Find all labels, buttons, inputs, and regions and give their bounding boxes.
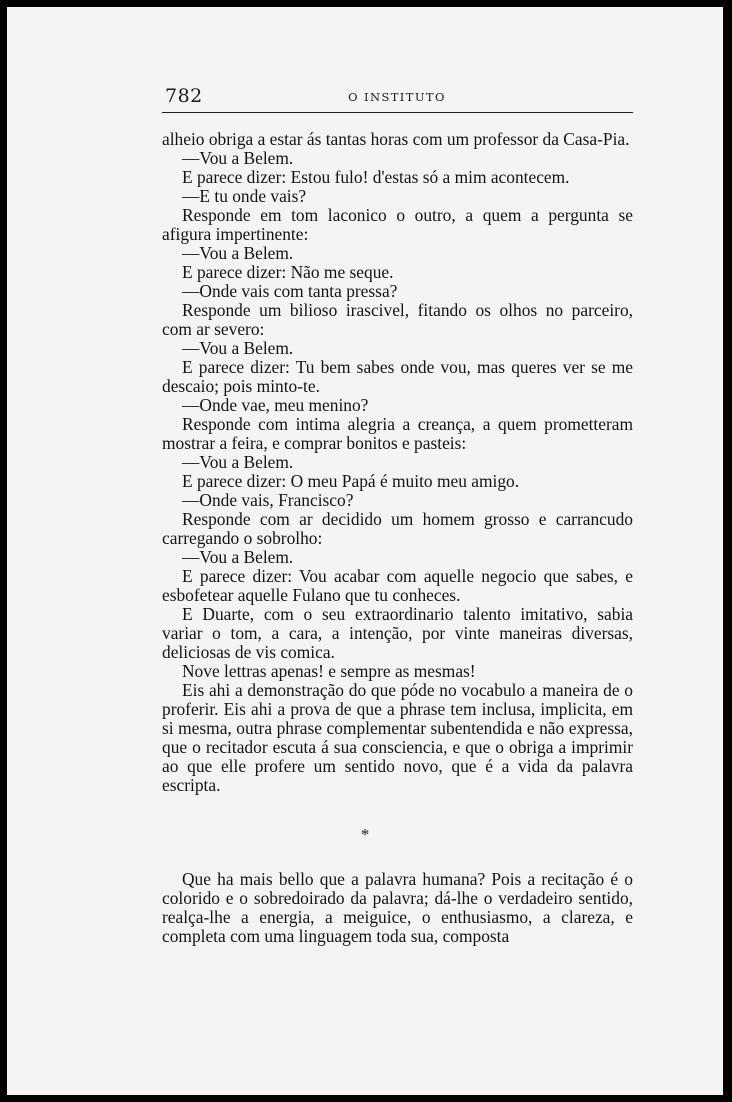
paragraph: Responde um bilioso irascivel, fitando os olhos no parceiro, com ar severo: [162, 300, 633, 339]
paragraph: E parece dizer: O meu Papá é muito meu amigo. [182, 471, 520, 491]
paragraph: Nove lettras apenas! e sempre as mesmas! [182, 661, 476, 681]
paragraph: Responde em tom laconico o outro, a quem a pergunta se afigura impertinente: [162, 205, 633, 244]
running-title: O INSTITUTO [348, 90, 446, 104]
paragraph: E parece dizer: Vou acabar com aquelle negocio que sabes, e esbofetear aquelle Fulano que tu conheces. [162, 566, 633, 605]
paragraph: alheio obriga a estar ás tantas horas com um professor da Casa-Pia. [162, 129, 630, 149]
paragraph: Responde com ar decidido um homem grosso e carrancudo carregando o sobrolho: [162, 509, 633, 548]
paragraph: E Duarte, com o seu extraordinario talento imitativo, sabia variar o tom, a cara, a intenção, por vinte maneiras diversas, deliciosas de vis comica. [162, 604, 633, 662]
paragraph: —Vou a Belem. [182, 148, 294, 168]
body-text-section-2 [162, 870, 633, 946]
paragraph: —Vou a Belem. [182, 338, 294, 358]
header-rule [162, 112, 633, 113]
paragraph: Responde com intima alegria a creança, a quem prometteram mostrar a feira, e comprar bonitos e pasteis: [162, 414, 633, 453]
paragraph: —Onde vae, meu menino? [182, 395, 369, 415]
paragraph: —Onde vais, Francisco? [182, 490, 354, 510]
book-page [7, 7, 723, 1095]
paragraph: Eis ahi a demonstração do que póde no vocabulo a maneira de o proferir. Eis ahi a prova de que a phrase tem inclusa, implicita, em si mesma, outra phrase complementar subentendida e não expressa, que o recitador escuta á sua consciencia, e que o obriga a imprimir ao que elle profere um sentido novo, que é a vida da palavra escripta. [162, 680, 633, 795]
body-text [162, 130, 633, 795]
paragraph: —Vou a Belem. [182, 547, 294, 567]
paragraph: —E tu onde vais? [182, 186, 307, 206]
paragraph: Que ha mais bello que a palavra humana? Pois a recitação é o colorido e o sobredoirado da palavra; dá-lhe o verdadeiro sentido, realça-lhe a energia, a meiguice, o enthusiasmo, a clareza, e completa com uma linguagem toda sua, composta [162, 869, 633, 946]
paragraph: E parece dizer: Tu bem sabes onde vou, mas queres ver se me descaio; pois minto-te. [162, 357, 633, 396]
paragraph: E parece dizer: Não me seque. [182, 262, 394, 282]
paragraph: —Onde vais com tanta pressa? [182, 281, 398, 301]
paragraph: —Vou a Belem. [182, 243, 294, 263]
running-header [162, 85, 632, 111]
section-separator: * [360, 825, 370, 844]
page-number: 782 [165, 85, 203, 107]
paragraph: —Vou a Belem. [182, 452, 294, 472]
paragraph: E parece dizer: Estou fulo! d'estas só a mim acontecem. [182, 167, 570, 187]
